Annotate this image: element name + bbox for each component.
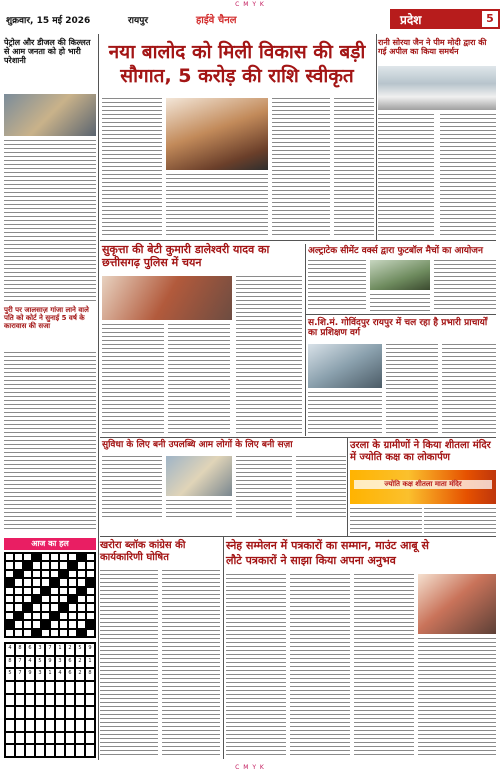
sudoku-cell: [85, 681, 95, 694]
sheetla-headline: उरला के ग्रामीणों ने किया शीतला मंदिर में ज्योति कक्ष का लोकार्पण: [350, 440, 491, 463]
sudoku-cell: 9: [85, 643, 95, 656]
sudoku-cell: [15, 719, 25, 732]
sudoku-cell: [45, 744, 55, 757]
sudoku-cell: [25, 719, 35, 732]
sudoku-cell: 4: [5, 643, 15, 656]
crossword-cell: [5, 587, 14, 595]
sneh-body-col-1: [226, 574, 286, 758]
crossword-cell: [32, 612, 41, 620]
crossword-cell: [41, 553, 50, 561]
crossword-cell: [23, 578, 32, 586]
crossword-cell: [14, 578, 23, 586]
ganja-headline: पुरी पर जालसाज़ गांजा लाने वाले पति को कोर्ट ने सुनाई 5 वर्ष के कारावास की सजा: [4, 306, 89, 331]
sudoku-cell: [45, 681, 55, 694]
sudoku-cell: [15, 732, 25, 745]
sneh-headline-line-2: लौटे पत्रकारों ने साझा किया अपना अनुभव: [226, 554, 396, 567]
sudoku-cell: [5, 719, 15, 732]
sudoku-cell: [55, 681, 65, 694]
suvidha-photo: [166, 456, 232, 496]
paper-brand: हाईवे चैनल: [196, 15, 237, 26]
sudoku-cell: [65, 744, 75, 757]
crossword-cell: [59, 620, 68, 628]
sudoku-cell: 2: [75, 668, 85, 681]
crossword-cell: [41, 595, 50, 603]
pm-headline: रानी सोरया जैन ने पीम मोदी द्वारा की गई अपील का किया समर्थन: [378, 38, 487, 57]
crossword-cell: [68, 612, 77, 620]
crossword-cell: [77, 629, 86, 637]
ultratech-body-col-1: [308, 260, 366, 312]
crossword-cell: [14, 570, 23, 578]
sheetla-body-col-1: [350, 508, 422, 534]
sudoku-cell: [55, 744, 65, 757]
crossword-cell: [14, 603, 23, 611]
crossword-cell: [50, 587, 59, 595]
edition-city: रायपुर: [128, 16, 149, 26]
crossword-cell: [50, 629, 59, 637]
crossword-cell: [68, 570, 77, 578]
section-band: [390, 9, 500, 29]
sukrutha-body-col-3: [236, 276, 302, 436]
sudoku-cell: [25, 694, 35, 707]
sudoku-cell: 2: [75, 656, 85, 669]
crossword-cell: [50, 595, 59, 603]
crossword-cell: [32, 578, 41, 586]
sudoku-cell: [85, 694, 95, 707]
crossword-cell: [86, 629, 95, 637]
sudoku-cell: [75, 732, 85, 745]
column-rule: [305, 244, 306, 436]
sudoku-cell: 9: [45, 656, 55, 669]
crossword-cell: [5, 620, 14, 628]
sudoku-cell: [65, 706, 75, 719]
petrol-body-text: [4, 140, 96, 304]
sudoku-cell: 1: [45, 668, 55, 681]
khatti-body-col-2: [162, 570, 220, 758]
sudoku-cell: [75, 694, 85, 707]
crossword-cell: [14, 620, 23, 628]
crossword-cell: [41, 620, 50, 628]
sudoku-cell: [75, 681, 85, 694]
sudoku-cell: 8: [85, 668, 95, 681]
crossword-cell: [86, 612, 95, 620]
crossword-cell: [86, 561, 95, 569]
sudoku-cell: 6: [25, 643, 35, 656]
sukrutha-photo: [102, 276, 232, 320]
sudoku-cell: [85, 719, 95, 732]
suvidha-body-col-3: [236, 456, 292, 518]
ultratech-photo: [370, 260, 430, 290]
sneh-body-col-4: [418, 638, 496, 758]
sudoku-cell: 3: [55, 656, 65, 669]
row-rule: [306, 314, 496, 315]
sukrutha-body-col-2: [168, 324, 230, 436]
sneh-photo: [418, 574, 496, 634]
crossword-cell: [23, 620, 32, 628]
crossword-cell: [77, 561, 86, 569]
issue-date: शुक्रवार, 15 मई 2026: [6, 16, 91, 26]
sudoku-cell: [15, 681, 25, 694]
ultratech-body-col-3: [434, 260, 496, 312]
sudoku-cell: [15, 706, 25, 719]
suvidha-body-col-1: [102, 456, 162, 518]
section-title: प्रदेश: [400, 13, 422, 27]
sudoku-cell: 8: [15, 643, 25, 656]
sudoku-cell: 7: [15, 656, 25, 669]
crossword-cell: [14, 629, 23, 637]
crossword-cell: [41, 561, 50, 569]
lead-photo: [166, 98, 268, 170]
column-rule: [376, 34, 377, 240]
sudoku-cell: [35, 706, 45, 719]
school-body-col-2: [442, 344, 496, 434]
crossword-cell: [68, 595, 77, 603]
sudoku-cell: [15, 744, 25, 757]
crossword-cell: [32, 570, 41, 578]
crossword-cell: [32, 603, 41, 611]
sudoku-cell: [85, 744, 95, 757]
crossword-cell: [5, 595, 14, 603]
crossword-cell: [5, 578, 14, 586]
ultratech-headline: अल्ट्राटेक सीमेंट वर्क्स द्वारा फुटबॉल मैचों का आयोजन: [308, 246, 483, 256]
sudoku-cell: [35, 719, 45, 732]
crossword-cell: [86, 595, 95, 603]
pm-photo: [378, 66, 496, 110]
ganja-body-text: [4, 352, 96, 532]
sudoku-cell: [65, 694, 75, 707]
crossword-cell: [59, 603, 68, 611]
sudoku-cell: [5, 732, 15, 745]
sudoku-cell: [55, 719, 65, 732]
crossword-cell: [41, 578, 50, 586]
color-registration-bar: C M Y K: [235, 1, 265, 8]
crossword-cell: [5, 603, 14, 611]
sudoku-grid: [4, 642, 96, 758]
lead-headline-line-2: सौगात, 5 करोड़ की राशि स्वीकृत: [120, 65, 354, 87]
sneh-body-col-3: [354, 574, 414, 758]
sudoku-cell: [85, 706, 95, 719]
crossword-cell: [5, 629, 14, 637]
school-headline: स.शि.मं. गोविंदपुर रायपुर में चल रहा है प्रभारी प्राचार्यों का प्रशिक्षण वर्ग: [308, 318, 488, 339]
page-number: 5: [482, 11, 498, 27]
sudoku-cell: 4: [55, 668, 65, 681]
crossword-cell: [5, 570, 14, 578]
sudoku-cell: [45, 706, 55, 719]
sudoku-cell: [75, 744, 85, 757]
lead-body-col-1: [102, 98, 162, 238]
sudoku-cell: [25, 744, 35, 757]
crossword-cell: [5, 561, 14, 569]
crossword-cell: [23, 595, 32, 603]
crossword-cell: [68, 620, 77, 628]
row-rule: [100, 437, 496, 438]
sudoku-cell: [75, 706, 85, 719]
sudoku-cell: [55, 706, 65, 719]
crossword-grid: [4, 552, 96, 638]
crossword-cell: [86, 553, 95, 561]
sudoku-cell: [25, 706, 35, 719]
sudoku-cell: 5: [75, 643, 85, 656]
khatti-headline: खरोरा ब्लॉक कांग्रेस की कार्यकारिणी घोषित: [100, 540, 186, 563]
crossword-cell: [77, 587, 86, 595]
sudoku-cell: [55, 694, 65, 707]
sudoku-cell: [5, 681, 15, 694]
crossword-cell: [59, 578, 68, 586]
crossword-cell: [32, 553, 41, 561]
crossword-cell: [68, 629, 77, 637]
crossword-cell: [50, 561, 59, 569]
sudoku-cell: [35, 744, 45, 757]
sheetla-body-col-2: [424, 508, 496, 534]
crossword-cell: [14, 561, 23, 569]
school-body-col-1: [386, 344, 438, 434]
crossword-cell: [5, 553, 14, 561]
sudoku-cell: [35, 694, 45, 707]
sudoku-cell: 2: [65, 643, 75, 656]
crossword-cell: [50, 578, 59, 586]
crossword-cell: [68, 603, 77, 611]
crossword-cell: [23, 603, 32, 611]
crossword-cell: [41, 629, 50, 637]
sneh-headline-line-1: स्नेह सम्मेलन में पत्रकारों का सम्मान, माउंट आबू से: [226, 539, 429, 552]
sudoku-cell: [35, 681, 45, 694]
sudoku-cell: 6: [65, 656, 75, 669]
column-rule: [347, 438, 348, 536]
crossword-cell: [23, 553, 32, 561]
crossword-cell: [50, 620, 59, 628]
sheetla-photo: [350, 470, 496, 504]
sudoku-cell: 5: [5, 668, 15, 681]
column-rule: [98, 34, 99, 760]
lead-body-col-3: [272, 98, 330, 238]
sudoku-cell: 3: [35, 668, 45, 681]
sudoku-cell: [75, 719, 85, 732]
crossword-cell: [86, 620, 95, 628]
crossword-title: आज का हल: [4, 538, 96, 550]
crossword-cell: [41, 603, 50, 611]
crossword-cell: [59, 570, 68, 578]
crossword-cell: [59, 612, 68, 620]
column-rule: [223, 537, 224, 759]
crossword-cell: [14, 587, 23, 595]
crossword-cell: [32, 595, 41, 603]
sudoku-cell: 1: [55, 643, 65, 656]
sudoku-cell: [85, 732, 95, 745]
sudoku-cell: 8: [5, 656, 15, 669]
sudoku-cell: [25, 681, 35, 694]
crossword-cell: [32, 587, 41, 595]
sudoku-cell: [55, 732, 65, 745]
crossword-cell: [50, 612, 59, 620]
crossword-cell: [5, 612, 14, 620]
sneh-body-col-2: [290, 574, 350, 758]
sukrutha-headline: सुकृत्ता की बेटी कुमारी डालेश्वरी यादव का छत्तीसगढ़ पुलिस में चयन: [102, 243, 270, 269]
sudoku-cell: [65, 681, 75, 694]
crossword-cell: [50, 603, 59, 611]
lead-body-col-4: [334, 98, 374, 238]
khatti-body-col-1: [100, 570, 158, 758]
school-photo: [308, 344, 382, 388]
sukrutha-body-col-1: [102, 324, 164, 436]
crossword-cell: [23, 561, 32, 569]
sudoku-cell: 1: [85, 656, 95, 669]
lead-headline-line-1: नया बालोद को मिली विकास की बड़ी: [108, 41, 366, 63]
sudoku-cell: [45, 719, 55, 732]
sudoku-cell: 3: [35, 643, 45, 656]
sudoku-cell: [5, 694, 15, 707]
crossword-cell: [77, 578, 86, 586]
masthead-left: [0, 9, 390, 29]
crossword-cell: [14, 553, 23, 561]
row-rule: [100, 240, 496, 241]
sudoku-cell: [25, 732, 35, 745]
sudoku-cell: [5, 706, 15, 719]
crossword-cell: [68, 578, 77, 586]
crossword-cell: [41, 570, 50, 578]
crossword-cell: [77, 620, 86, 628]
crossword-cell: [68, 587, 77, 595]
crossword-cell: [23, 570, 32, 578]
sudoku-cell: [65, 719, 75, 732]
sudoku-cell: [45, 732, 55, 745]
ultratech-body-col-2: [370, 294, 430, 312]
crossword-cell: [59, 629, 68, 637]
suvidha-body-col-4: [296, 456, 346, 518]
sudoku-cell: [15, 694, 25, 707]
crossword-cell: [41, 612, 50, 620]
color-registration-bar-bottom: C M Y K: [235, 764, 265, 771]
crossword-cell: [86, 578, 95, 586]
crossword-cell: [77, 603, 86, 611]
crossword-cell: [68, 561, 77, 569]
sudoku-cell: 4: [25, 656, 35, 669]
sudoku-cell: [5, 744, 15, 757]
crossword-cell: [14, 612, 23, 620]
crossword-cell: [59, 595, 68, 603]
crossword-cell: [41, 587, 50, 595]
row-rule: [100, 536, 496, 537]
lead-body-col-2: [166, 174, 268, 238]
crossword-cell: [77, 553, 86, 561]
crossword-cell: [23, 629, 32, 637]
sudoku-cell: 7: [15, 668, 25, 681]
school-body-col-3: [308, 392, 382, 434]
crossword-cell: [59, 561, 68, 569]
crossword-cell: [86, 603, 95, 611]
crossword-cell: [77, 570, 86, 578]
crossword-cell: [59, 553, 68, 561]
sheetla-banner-text: ज्योति कक्ष शीतला माता मंदिर: [354, 480, 492, 489]
suvidha-headline: सुविधा के लिए बनी उपलब्धि आम लोगों के लिए बनी सज़ा: [102, 440, 293, 450]
crossword-cell: [32, 629, 41, 637]
masthead: [0, 9, 500, 29]
sudoku-cell: 6: [65, 668, 75, 681]
sudoku-cell: 5: [35, 656, 45, 669]
crossword-cell: [50, 553, 59, 561]
crossword-cell: [86, 587, 95, 595]
pm-body-col-1: [378, 114, 434, 238]
crossword-cell: [77, 612, 86, 620]
crossword-cell: [50, 570, 59, 578]
petrol-photo: [4, 94, 96, 136]
crossword-cell: [86, 570, 95, 578]
crossword-cell: [32, 620, 41, 628]
crossword-cell: [23, 612, 32, 620]
pm-body-col-2: [440, 114, 496, 238]
suvidha-body-col-2: [166, 500, 232, 518]
crossword-cell: [68, 553, 77, 561]
crossword-cell: [32, 561, 41, 569]
sudoku-cell: 7: [45, 643, 55, 656]
sudoku-cell: [35, 732, 45, 745]
petrol-headline: पेट्रोल और डीजल की किल्लत से आम जनता को हो भारी परेशानी: [4, 38, 91, 66]
sudoku-cell: [45, 694, 55, 707]
sudoku-cell: 9: [25, 668, 35, 681]
crossword-cell: [77, 595, 86, 603]
crossword-cell: [59, 587, 68, 595]
crossword-cell: [23, 587, 32, 595]
crossword-cell: [14, 595, 23, 603]
sudoku-cell: [65, 732, 75, 745]
